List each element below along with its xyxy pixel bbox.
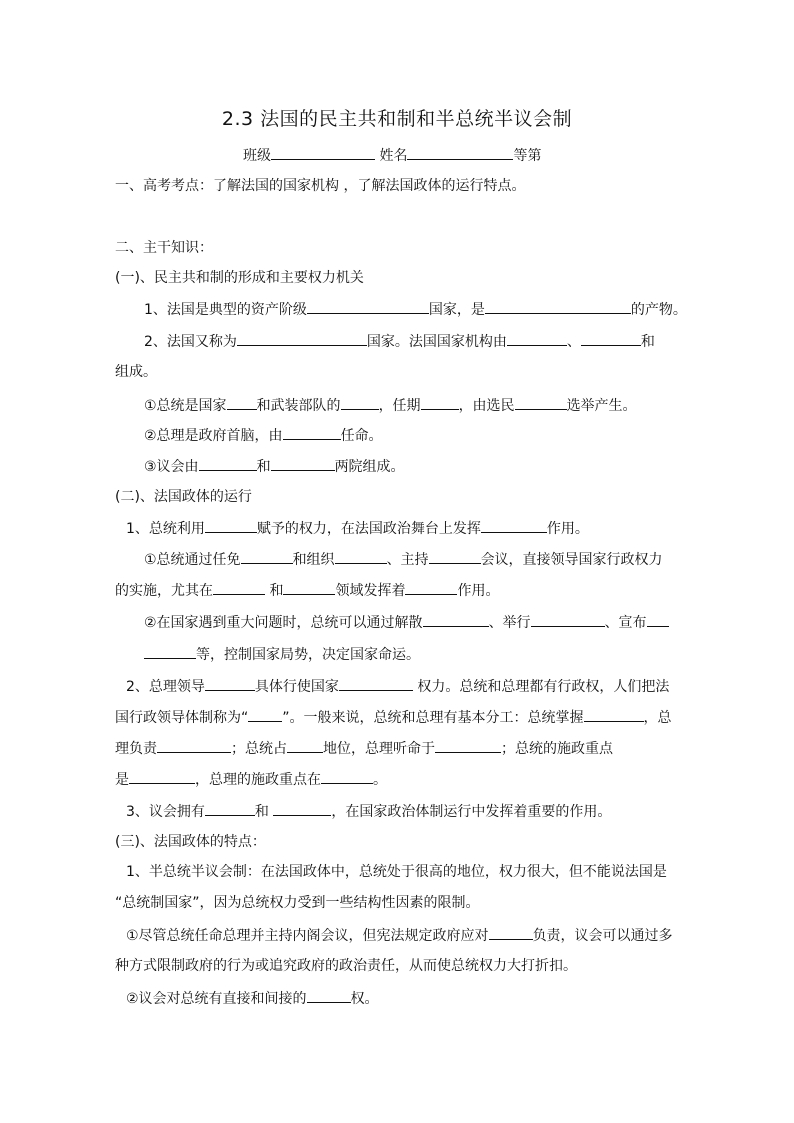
fill-blank[interactable] [271,456,335,471]
text-segment: 1、法国是典型的资产阶级 [144,302,307,318]
fill-blank[interactable] [489,925,533,940]
class-blank[interactable] [271,145,375,160]
text-segment: ，任期 [378,398,421,414]
text-segment: 国家。法国国家机构由 [366,334,507,350]
fill-blank[interactable] [248,707,282,722]
text-segment: 2、法国又称为 [144,334,237,350]
text-segment: 赋予的权力，在法国政治舞台上发挥 [256,521,481,537]
fill-blank[interactable] [307,988,351,1003]
fill-blank[interactable] [205,518,257,533]
text-segment: ①总统是国家 [144,398,227,414]
text-segment: ②总理是政府首脑，由 [144,428,283,444]
text-segment: ②在国家遇到重大问题时，总统可以通过解散 [144,615,423,631]
text-segment: ③议会由 [144,459,199,475]
s1-item-2-cont: 组成。 [115,364,157,380]
fill-blank[interactable] [199,456,257,471]
text-segment: 国家，是 [428,302,485,318]
s3-sub-1 [126,925,673,946]
text-segment: 权。 [350,991,379,1007]
text-segment: 权力。总统和总理都有行政权，人们把法 [412,679,670,695]
text-segment: ，由选民 [458,398,515,414]
text-segment: 、宣布 [604,615,647,631]
fill-blank[interactable] [227,395,257,410]
s3-sub-2 [126,988,379,1009]
class-label: 班级 [243,148,271,164]
s2-item-2 [126,676,669,697]
fill-blank[interactable] [205,801,255,816]
s2-sub-2-cont [144,644,420,665]
text-segment: 、 [566,334,581,350]
fill-blank[interactable] [205,676,255,691]
s2-sub-2 [144,612,669,633]
text-segment: 任命。 [340,428,383,444]
s3-sub-1-cont: 种方式限制政府的行为或追究政府的政治责任，从而使总统权力大打折扣。 [115,958,577,974]
fill-blank[interactable] [421,395,459,410]
header-line [243,145,541,166]
fill-blank[interactable] [581,331,641,346]
fill-blank[interactable] [157,738,231,753]
fill-blank[interactable] [429,549,481,564]
text-segment: 会议，直接领导国家行政权力 [480,552,663,568]
text-segment: ；总统的施政重点 [501,741,613,757]
fill-blank[interactable] [481,518,547,533]
s2-sub-1-cont [115,580,499,601]
text-segment: ，在国家政治体制运行中发挥着重要的作用。 [331,804,612,820]
text-segment: 的实施，尤其在 [115,583,213,599]
text-segment: 两院组成。 [334,459,405,475]
fill-blank[interactable] [241,549,293,564]
text-segment: ②议会对总统有直接和间接的 [126,991,307,1007]
fill-blank[interactable] [531,612,605,627]
fill-blank[interactable] [507,331,567,346]
text-segment: ，总理的施政重点在 [195,772,321,788]
text-segment: 选举产生。 [566,398,637,414]
s1-sub-2 [144,425,383,446]
text-segment: 理负责 [115,741,157,757]
fill-blank[interactable] [213,580,265,595]
fill-blank[interactable] [341,395,379,410]
fill-blank[interactable] [129,769,195,784]
text-segment: 、举行 [488,615,531,631]
fill-blank[interactable] [273,801,331,816]
fill-blank[interactable] [435,738,501,753]
s2-item-1 [126,518,589,539]
exam-point: 一、高考考点：了解法国的国家机构 ，了解法国政体的运行特点。 [115,178,526,194]
text-segment: 和 [256,459,271,475]
text-segment: 和组织 [292,552,335,568]
s2-item-2-line-4 [115,769,387,790]
text-segment: 具体行使国家 [254,679,339,695]
text-segment: 是 [115,772,129,788]
text-segment: ，总 [643,710,672,726]
text-segment: ①总统通过任免 [144,552,241,568]
fill-blank[interactable] [339,676,413,691]
text-segment: 和 [265,583,284,599]
text-segment: ；总统占 [231,741,287,757]
s1-sub-3 [144,456,405,477]
fill-blank[interactable] [283,580,335,595]
fill-blank[interactable] [515,395,567,410]
s2-sub-1 [144,549,663,570]
fill-blank[interactable] [321,769,373,784]
text-segment: 的产物。 [630,302,687,318]
fill-blank[interactable] [647,612,669,627]
fill-blank[interactable] [144,644,196,659]
main-heading: 二、主干知识： [115,240,213,256]
text-segment: 领域发挥着 [335,583,406,599]
text-segment: 负责，议会可以通过多 [532,928,673,944]
fill-blank[interactable] [485,299,631,314]
s2-item-2-line-3 [115,738,613,759]
s1-item-1 [144,299,687,320]
text-segment: 作用。 [546,521,589,537]
text-segment: 3、议会拥有 [126,804,205,820]
text-segment: 和 [254,804,274,820]
fill-blank[interactable] [405,580,457,595]
text-segment: 2、总理领导 [126,679,205,695]
fill-blank[interactable] [335,549,387,564]
text-segment: 、主持 [386,552,429,568]
s1-sub-1 [144,395,637,416]
section-2-heading: (二)、法国政体的运行 [115,489,252,505]
name-label: 姓名 [379,148,408,164]
s2-item-2-line-2 [115,707,672,728]
text-segment: 国行政领导体制称为“ [115,710,249,726]
text-segment: 和 [640,334,655,350]
fill-blank[interactable] [584,707,644,722]
page-title: 2.3 法国的民主共和制和半总统半议会制 [221,108,573,130]
fill-blank[interactable] [283,425,341,440]
name-blank[interactable] [407,145,513,160]
s1-item-2 [144,331,655,352]
text-segment: 作用。 [457,583,500,599]
text-segment: 地位，总理听命于 [323,741,435,757]
fill-blank[interactable] [307,299,429,314]
section-1-heading: (一)、民主共和制的形成和主要权力机关 [115,270,364,286]
text-segment: 和武装部队的 [256,398,341,414]
text-segment: 。 [373,772,387,788]
s3-item-1: 1、半总统半议会制：在法国政体中，总统处于很高的地位，权力很大，但不能说法国是 [126,864,667,880]
grade-label: 等第 [513,148,542,164]
s3-item-1-cont: “总统制国家”，因为总统权力受到一些结构性因素的限制。 [115,895,480,911]
s2-item-3 [126,801,611,822]
fill-blank[interactable] [287,738,323,753]
text-segment: ”。一般来说，总统和总理有基本分工：总统掌握 [282,710,584,726]
fill-blank[interactable] [423,612,489,627]
text-segment: 1、总统利用 [126,521,205,537]
section-3-heading: (三)、法国政体的特点： [115,834,266,850]
text-segment: 等，控制国家局势，决定国家命运。 [196,647,420,663]
text-segment: ①尽管总统任命总理并主持内阁会议，但宪法规定政府应对 [126,928,489,944]
fill-blank[interactable] [237,331,367,346]
